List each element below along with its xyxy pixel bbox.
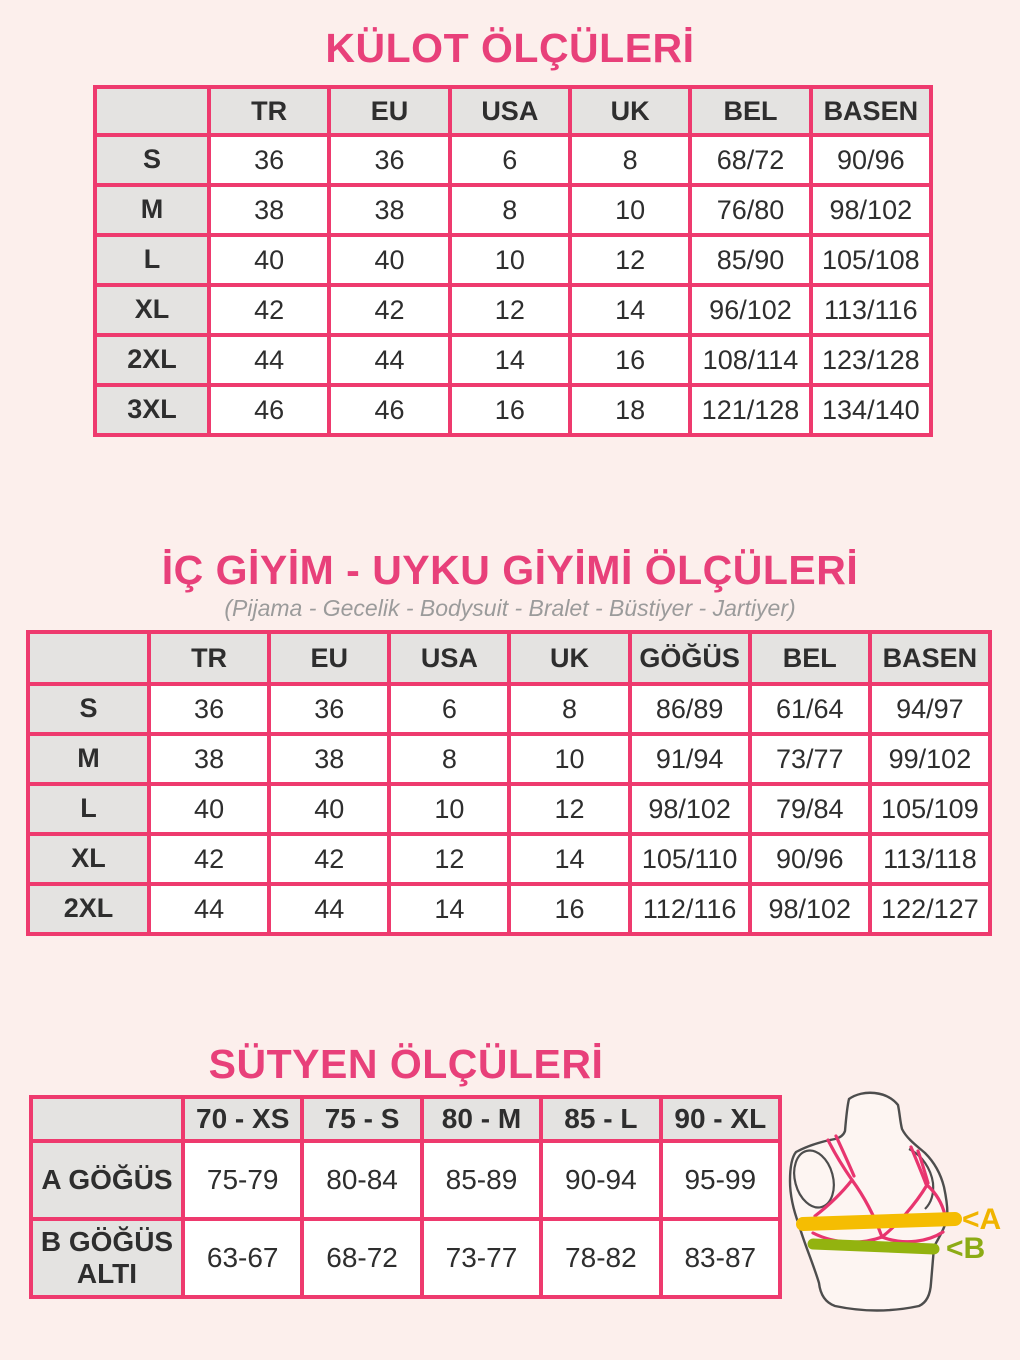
size-value-cell: 40	[209, 235, 329, 285]
column-header: TR	[209, 87, 329, 135]
size-value-cell: 42	[329, 285, 449, 335]
column-header: USA	[450, 87, 570, 135]
table-row	[95, 185, 931, 235]
size-value-cell: 113/116	[811, 285, 931, 335]
size-value-cell: 40	[329, 235, 449, 285]
corner-cell	[31, 1097, 183, 1141]
size-value-cell: 122/127	[870, 884, 990, 934]
size-value-cell: 12	[389, 834, 509, 884]
size-value-cell: 105/109	[870, 784, 990, 834]
size-value-cell: 90/96	[750, 834, 870, 884]
size-value-cell: 61/64	[750, 684, 870, 734]
size-value-cell: 38	[209, 185, 329, 235]
size-value-cell: 134/140	[811, 385, 931, 435]
row-label: XL	[28, 834, 149, 884]
size-value-cell: 123/128	[811, 335, 931, 385]
size-value-cell: 16	[509, 884, 629, 934]
band-b-label: <B	[946, 1232, 986, 1265]
size-value-cell: 86/89	[630, 684, 750, 734]
size-value-cell: 44	[149, 884, 269, 934]
row-label: L	[28, 784, 149, 834]
row-label: A GÖĞÜS	[31, 1141, 183, 1219]
column-header: 85 - L	[541, 1097, 660, 1141]
size-value-cell: 40	[269, 784, 389, 834]
size-value-cell: 10	[509, 734, 629, 784]
size-value-cell: 112/116	[630, 884, 750, 934]
size-value-cell: 68-72	[302, 1219, 421, 1297]
column-header: 75 - S	[302, 1097, 421, 1141]
size-value-cell: 18	[570, 385, 690, 435]
kulot-section-title: KÜLOT ÖLÇÜLERİ	[325, 25, 695, 71]
size-value-cell: 42	[269, 834, 389, 884]
column-header: UK	[509, 632, 629, 684]
size-value-cell: 8	[450, 185, 570, 235]
size-value-cell: 98/102	[811, 185, 931, 235]
size-value-cell: 68/72	[690, 135, 810, 185]
size-value-cell: 94/97	[870, 684, 990, 734]
size-value-cell: 10	[389, 784, 509, 834]
size-value-cell: 44	[329, 335, 449, 385]
corner-cell	[95, 87, 209, 135]
size-value-cell: 40	[149, 784, 269, 834]
column-header: EU	[269, 632, 389, 684]
size-value-cell: 36	[329, 135, 449, 185]
size-value-cell: 98/102	[750, 884, 870, 934]
header-row	[31, 1097, 780, 1141]
size-value-cell: 85-89	[422, 1141, 541, 1219]
size-value-cell: 90/96	[811, 135, 931, 185]
size-value-cell: 83-87	[661, 1219, 780, 1297]
size-value-cell: 44	[209, 335, 329, 385]
table-row	[28, 734, 990, 784]
size-value-cell: 10	[450, 235, 570, 285]
column-header: BEL	[690, 87, 810, 135]
column-header: 80 - M	[422, 1097, 541, 1141]
column-header: EU	[329, 87, 449, 135]
size-value-cell: 73-77	[422, 1219, 541, 1297]
size-value-cell: 121/128	[690, 385, 810, 435]
size-value-cell: 12	[570, 235, 690, 285]
table-row	[95, 285, 931, 335]
table-row	[95, 235, 931, 285]
row-label: M	[95, 185, 209, 235]
table-row	[95, 385, 931, 435]
size-value-cell: 14	[509, 834, 629, 884]
table-row	[95, 335, 931, 385]
row-label: S	[95, 135, 209, 185]
size-value-cell: 42	[209, 285, 329, 335]
table-row	[28, 684, 990, 734]
row-label: 2XL	[95, 335, 209, 385]
size-value-cell: 99/102	[870, 734, 990, 784]
column-header: 70 - XS	[183, 1097, 302, 1141]
underbust-band-b	[813, 1244, 934, 1249]
size-value-cell: 8	[389, 734, 509, 784]
size-value-cell: 6	[450, 135, 570, 185]
sutyen-section-title: SÜTYEN ÖLÇÜLERİ	[208, 1041, 604, 1087]
column-header: USA	[389, 632, 509, 684]
ic-giyim-section-subtitle: (Pijama - Gecelik - Bodysuit - Bralet - Büstiyer - Jartiyer)	[224, 595, 796, 621]
row-label: XL	[95, 285, 209, 335]
row-label: L	[95, 235, 209, 285]
bust-band-a	[803, 1219, 955, 1224]
size-value-cell: 85/90	[690, 235, 810, 285]
mannequin-torso-outline	[790, 1093, 947, 1311]
size-value-cell: 105/108	[811, 235, 931, 285]
size-value-cell: 76/80	[690, 185, 810, 235]
size-value-cell: 12	[509, 784, 629, 834]
sutyen-size-table	[29, 1095, 782, 1299]
row-label: 2XL	[28, 884, 149, 934]
size-value-cell: 46	[329, 385, 449, 435]
size-value-cell: 6	[389, 684, 509, 734]
column-header: BASEN	[870, 632, 990, 684]
row-label: 3XL	[95, 385, 209, 435]
column-header: GÖĞÜS	[630, 632, 750, 684]
size-value-cell: 42	[149, 834, 269, 884]
size-value-cell: 75-79	[183, 1141, 302, 1219]
kulot-size-table	[93, 85, 933, 437]
size-value-cell: 10	[570, 185, 690, 235]
row-label: S	[28, 684, 149, 734]
size-value-cell: 96/102	[690, 285, 810, 335]
size-value-cell: 105/110	[630, 834, 750, 884]
column-header: BASEN	[811, 87, 931, 135]
size-value-cell: 14	[389, 884, 509, 934]
size-value-cell: 108/114	[690, 335, 810, 385]
size-value-cell: 80-84	[302, 1141, 421, 1219]
size-value-cell: 113/118	[870, 834, 990, 884]
size-value-cell: 73/77	[750, 734, 870, 784]
size-value-cell: 8	[570, 135, 690, 185]
size-value-cell: 16	[570, 335, 690, 385]
size-value-cell: 36	[269, 684, 389, 734]
size-value-cell: 44	[269, 884, 389, 934]
size-value-cell: 90-94	[541, 1141, 660, 1219]
column-header: TR	[149, 632, 269, 684]
size-value-cell: 91/94	[630, 734, 750, 784]
size-value-cell: 12	[450, 285, 570, 335]
header-row	[28, 632, 990, 684]
ic-giyim-size-table	[26, 630, 992, 936]
size-value-cell: 8	[509, 684, 629, 734]
header-row	[95, 87, 931, 135]
band-a-label: <A	[962, 1203, 1002, 1236]
corner-cell	[28, 632, 149, 684]
column-header: 90 - XL	[661, 1097, 780, 1141]
size-value-cell: 36	[149, 684, 269, 734]
row-label: M	[28, 734, 149, 784]
table-row	[95, 135, 931, 185]
table-row	[31, 1219, 780, 1297]
table-row	[28, 784, 990, 834]
size-value-cell: 38	[269, 734, 389, 784]
size-value-cell: 14	[570, 285, 690, 335]
column-header: BEL	[750, 632, 870, 684]
size-value-cell: 14	[450, 335, 570, 385]
size-value-cell: 46	[209, 385, 329, 435]
table-row	[28, 884, 990, 934]
table-row	[28, 834, 990, 884]
size-value-cell: 38	[149, 734, 269, 784]
column-header: UK	[570, 87, 690, 135]
size-value-cell: 38	[329, 185, 449, 235]
size-value-cell: 79/84	[750, 784, 870, 834]
size-value-cell: 16	[450, 385, 570, 435]
size-value-cell: 63-67	[183, 1219, 302, 1297]
size-value-cell: 95-99	[661, 1141, 780, 1219]
table-row	[31, 1141, 780, 1219]
size-value-cell: 98/102	[630, 784, 750, 834]
size-value-cell: 36	[209, 135, 329, 185]
size-value-cell: 78-82	[541, 1219, 660, 1297]
row-label: B GÖĞÜS ALTI	[31, 1219, 183, 1297]
bra-measurement-diagram	[785, 1087, 1020, 1360]
ic-giyim-section-title: İÇ GİYİM - UYKU GİYİMİ ÖLÇÜLERİ	[161, 547, 859, 593]
